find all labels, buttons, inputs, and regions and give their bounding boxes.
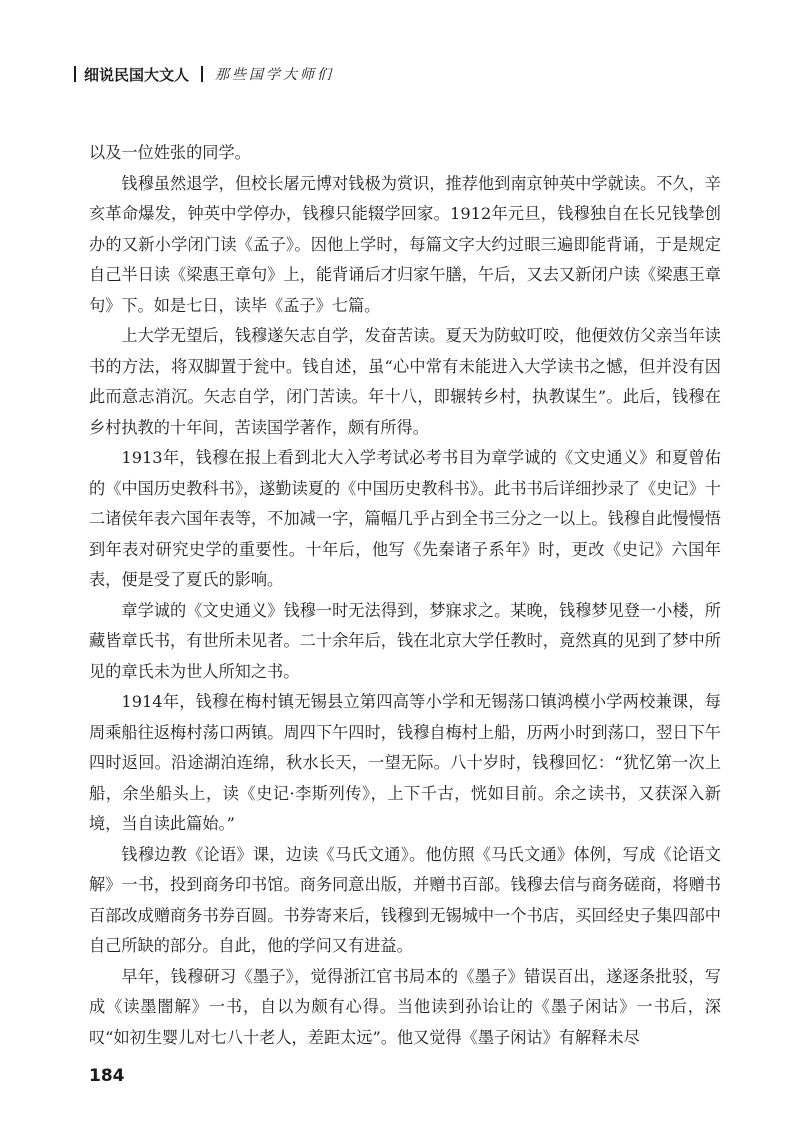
running-header — [74, 63, 334, 85]
page-number: 184 — [89, 1066, 125, 1086]
paragraph: 钱穆虽然退学，但校长屠元博对钱极为赏识，推荐他到南京钟英中学就读。不久，辛亥革命爆发，钟英中学停办，钱穆只能辍学回家。1912年元旦，钱穆独自在长兄钱挚创办的又新小学闭门读《孟子》。因他上学时，每篇文字大约过眼三遍即能背诵，于是规定自己半日读《梁惠王章句》上，能背诵后才归家午膳，午后，又去又新闭户读《梁惠王章句》下。如是七日，读毕《孟子》七篇。 — [89, 173, 721, 315]
paragraph: 以及一位姓张的同学。 — [89, 143, 251, 162]
paragraph: 上大学无望后，钱穆遂矢志自学，发奋苦读。夏天为防蚊叮咬，他便效仿父亲当年读书的方法，将双脚置于瓮中。钱自述，虽“心中常有未能进入大学读书之憾，但并没有因此而意志消沉。矢志自学，闭门苦读。年十八，即辗转乡村，执教谋生”。此后，钱穆在乡村执教的十年间，苦读国学著作，颇有所得。 — [89, 326, 721, 437]
paragraph: 章学诚的《文史通义》钱穆一时无法得到，梦寐求之。某晚，钱穆梦见登一小楼，所藏皆章氏书，有世所未见者。二十余年后，钱在北京大学任教时，竟然真的见到了梦中所见的章氏未为世人所知之书。 — [89, 600, 721, 681]
header-subtitle: 那些国学大师们 — [215, 67, 335, 83]
paragraph: 1913年，钱穆在报上看到北大入学考试必考书目为章学诚的《文史通义》和夏曾佑的《中国历史教科书》，遂勤读夏的《中国历史教科书》。此书书后详细抄录了《史记》十二诸侯年表六国年表等，不加减一字，篇幅几乎占到全书三分之一以上。钱穆自此慢慢悟到年表对研究史学的重要性。十年后，他写《先秦诸子系年》时，更改《史记》六国年表，便是受了夏氏的影响。 — [89, 448, 721, 589]
header-series-title: 细说民国大文人 — [84, 65, 190, 84]
header-separator — [201, 66, 203, 82]
body-text — [89, 138, 721, 1053]
paragraph: 钱穆边教《论语》课，边读《马氏文通》。他仿照《马氏文通》体例，写成《论语文解》一书，投到商务印书馆。商务同意出版，并赠书百部。钱穆去信与商务磋商，将赠书百部改成赠商务书券百圆。书券寄来后，钱穆到无锡城中一个书店，买回经史子集四部中自己所缺的部分。自此，他的学问又有进益。 — [89, 844, 721, 955]
paragraph: 早年，钱穆研习《墨子》，觉得浙江官书局本的《墨子》错误百出，遂逐条批驳，写成《读墨闇解》一书，自以为颇有心得。当他读到孙诒让的《墨子闲诂》一书后，深叹“如初生婴儿对七八十老人，差距太远”。他又觉得《墨子闲诂》有解释未尽 — [89, 966, 721, 1047]
paragraph: 1914年，钱穆在梅村镇无锡县立第四高等小学和无锡荡口镇鸿模小学两校兼课，每周乘船往返梅村荡口两镇。周四下午四时，钱穆自梅村上船，历两小时到荡口，翌日下午四时返回。沿途湖泊连绵，秋水长天，一望无际。八十岁时，钱穆回忆：“犹忆第一次上船，余坐船头上，读《史记·李斯列传》，上下千古，恍如目前。余之读书，又获深入新境，当自读此篇始。” — [89, 692, 721, 833]
header-left-rule — [74, 66, 76, 82]
